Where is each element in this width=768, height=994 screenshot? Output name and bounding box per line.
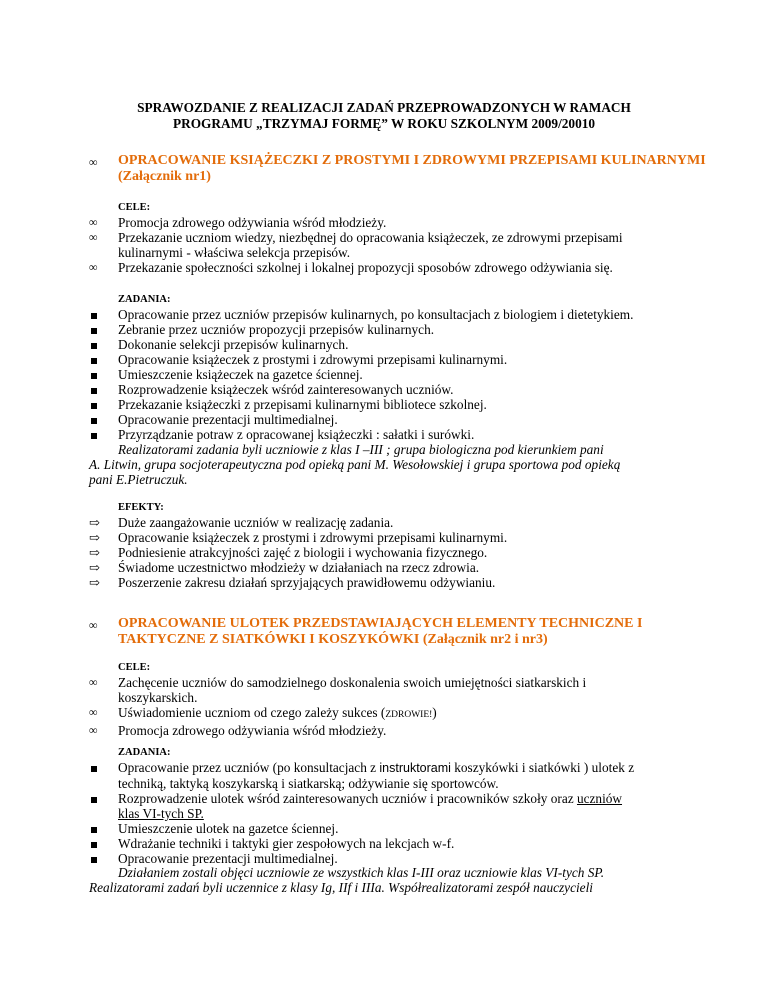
square-bullet-icon <box>89 412 109 427</box>
section-1-realizatorzy-line-3: pani E.Pietruczuk. <box>89 472 188 487</box>
list-item: ∞ Uświadomienie uczniom od czego zależy sukces (ZDROWIE!) <box>89 705 437 720</box>
list-item: ⇨ Podniesienie atrakcyjności zajęć z biologii i wychowania fizycznego. <box>89 545 488 560</box>
section-1-efekty-label: EFEKTY: <box>118 502 164 513</box>
square-bullet-icon <box>89 851 109 866</box>
infinity-bullet-icon: ∞ <box>89 155 98 169</box>
infinity-bullet-icon: ∞ <box>89 675 98 689</box>
square-bullet-icon <box>89 337 109 352</box>
section-1-heading-text: OPRACOWANIE KSIĄŻECZKI Z PROSTYMI I ZDROWYMI PRZEPISAMI KULINARNYMI <box>118 153 706 168</box>
section-2-heading-line-1: OPRACOWANIE ULOTEK PRZEDSTAWIAJĄCYCH ELEMENTY TECHNICZNE I <box>118 616 643 631</box>
list-item: Umieszczenie ulotek na gazetce ściennej. <box>89 821 689 836</box>
list-item: ⇨ Poszerzenie zakresu działań sprzyjających prawidłowemu odżywianiu. <box>89 575 496 590</box>
section-1-realizatorzy-line-1: Realizatorami zadania byli uczniowie z klas I –III ; grupa biologiczna pod kierunkiem pani <box>118 442 604 457</box>
section-1-zadania-label: ZADANIA: <box>118 294 171 305</box>
square-bullet-icon <box>89 397 109 412</box>
square-bullet-icon <box>89 307 109 322</box>
infinity-bullet-icon: ∞ <box>89 723 98 737</box>
list-item: Dokonanie selekcji przepisów kulinarnych. <box>89 337 689 352</box>
infinity-bullet-icon: ∞ <box>89 215 98 229</box>
infinity-bullet-icon: ∞ <box>89 705 98 719</box>
list-item: ∞ Promocja zdrowego odżywiania wśród młodzieży. <box>89 723 387 738</box>
section-1-cele-label: CELE: <box>118 202 151 213</box>
section-2-paragraph-line-1: Działaniem zostali objęci uczniowie ze wszystkich klas I-III oraz uczniowie klas VI-tych SP. <box>118 865 605 880</box>
square-bullet-icon <box>89 322 109 337</box>
list-item: Przekazanie książeczki z przepisami kulinarnymi bibliotece szkolnej. <box>89 397 689 412</box>
list-item: Opracowanie prezentacji multimedialnej. <box>89 851 689 866</box>
section-1-heading <box>118 153 718 185</box>
infinity-bullet-icon: ∞ <box>89 230 98 244</box>
title-line-1: SPRAWOZDANIE Z REALIZACJI ZADAŃ PRZEPROWADZONYCH W RAMACH <box>137 100 631 115</box>
list-item: Opracowanie prezentacji multimedialnej. <box>89 412 689 427</box>
list-item: Umieszczenie książeczek na gazetce ściennej. <box>89 367 689 382</box>
list-item: Rozprowadzenie ulotek wśród zainteresowanych uczniów i pracowników szkoły oraz uczniów klas VI-tych SP. <box>89 791 689 821</box>
section-1-efekty-list <box>89 515 689 590</box>
square-bullet-icon <box>89 821 109 836</box>
arrow-bullet-icon: ⇨ <box>89 530 100 545</box>
list-item: Zebranie przez uczniów propozycji przepisów kulinarnych. <box>89 322 689 337</box>
list-item: Opracowanie książeczek z prostymi i zdrowymi przepisami kulinarnymi. <box>89 352 689 367</box>
list-item: ∞ Promocja zdrowego odżywiania wśród młodzieży. <box>89 215 387 230</box>
square-bullet-icon <box>89 791 109 806</box>
section-2-annex: (Załącznik nr2 i nr3) <box>422 632 548 647</box>
section-2-cele-label: CELE: <box>118 662 151 673</box>
arrow-bullet-icon: ⇨ <box>89 575 100 590</box>
list-item: Opracowanie przez uczniów (po konsultacjach z instruktorami koszykówki i siatkówki ) ulotek z techniką, taktyką koszykarską i siatkarską; odżywianie się sportowców. <box>89 760 689 791</box>
list-item: ⇨ Świadome uczestnictwo młodzieży w działaniach na rzecz zdrowia. <box>89 560 480 575</box>
arrow-bullet-icon: ⇨ <box>89 560 100 575</box>
section-2-paragraph-line-2: Realizatorami zadań byli uczennice z klasy Ig, IIf i IIIa. Współrealizatorami zespół nauczycieli <box>89 880 593 895</box>
square-bullet-icon <box>89 367 109 382</box>
list-item: Opracowanie przez uczniów przepisów kulinarnych, po konsultacjach z biologiem i dietetykiem. <box>89 307 689 322</box>
list-item: ∞ Przekazanie uczniom wiedzy, niezbędnej do opracowania książeczek, ze zdrowymi przepisami kulinarnymi - właściwa selekcja przepisów. <box>89 230 623 260</box>
square-bullet-icon <box>89 760 109 775</box>
section-2-zadania-label: ZADANIA: <box>118 747 171 758</box>
title-line-2: PROGRAMU „TRZYMAJ FORMĘ” W ROKU SZKOLNYM 2009/20010 <box>172 116 596 131</box>
section-1-cele-list <box>89 215 689 275</box>
square-bullet-icon <box>89 427 109 442</box>
square-bullet-icon <box>89 836 109 851</box>
section-1-zadania-list <box>89 307 689 442</box>
list-item: ∞ Przekazanie społeczności szkolnej i lokalnej propozycji sposobów zdrowego odżywiania się. <box>89 260 613 275</box>
list-item: ∞ Zachęcenie uczniów do samodzielnego doskonalenia swoich umiejętności siatkarskich i koszykarskich. <box>89 675 587 705</box>
list-item: ⇨ Duże zaangażowanie uczniów w realizację zadania. <box>89 515 394 530</box>
document-title <box>0 100 768 132</box>
square-bullet-icon <box>89 352 109 367</box>
section-2-cele-list <box>89 675 689 738</box>
section-2-zadania-list <box>89 760 689 866</box>
section-2-heading <box>118 616 718 648</box>
arrow-bullet-icon: ⇨ <box>89 515 100 530</box>
section-1-annex: (Załącznik nr1) <box>118 169 211 184</box>
list-item: ⇨ Opracowanie książeczek z prostymi i zdrowymi przepisami kulinarnymi. <box>89 530 508 545</box>
arrow-bullet-icon: ⇨ <box>89 545 100 560</box>
square-bullet-icon <box>89 382 109 397</box>
list-item: Rozprowadzenie książeczek wśród zainteresowanych uczniów. <box>89 382 689 397</box>
section-2-heading-line-2: TAKTYCZNE Z SIATKÓWKI I KOSZYKÓWKI (Załącznik nr2 i nr3) <box>118 632 548 647</box>
list-item: Przyrządzanie potraw z opracowanej książeczki : sałatki i surówki. <box>89 427 689 442</box>
section-1-realizatorzy-line-2: A. Litwin, grupa socjoterapeutyczna pod opieką pani M. Wesołowskiej i grupa sportowa pod opieką <box>89 457 621 472</box>
infinity-bullet-icon: ∞ <box>89 618 98 632</box>
list-item: Wdrażanie techniki i taktyki gier zespołowych na lekcjach w-f. <box>89 836 689 851</box>
infinity-bullet-icon: ∞ <box>89 260 98 274</box>
